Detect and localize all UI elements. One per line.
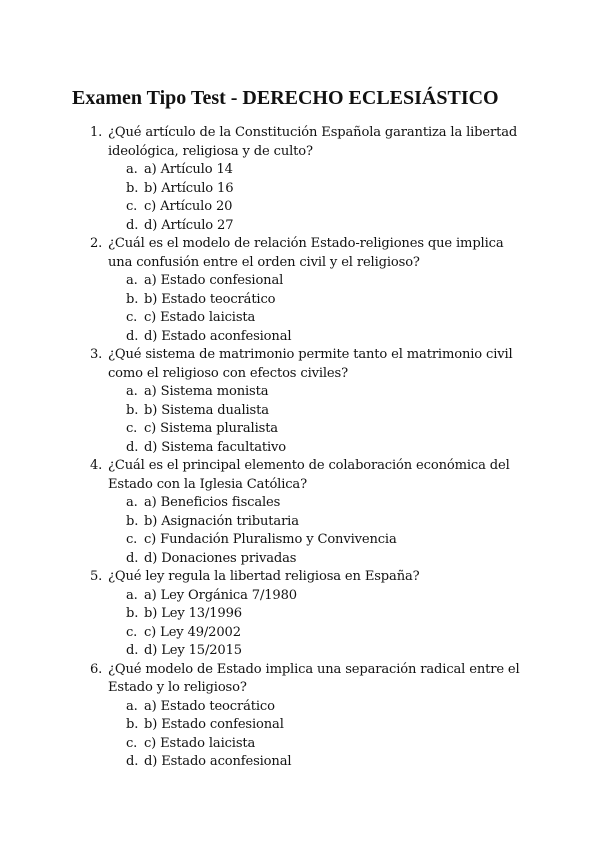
option-letter: c.: [126, 532, 138, 547]
option-item: [108, 309, 530, 328]
option-letter: d.: [126, 643, 139, 658]
option-item: [108, 180, 530, 199]
question-number: 2.: [90, 236, 103, 251]
option-item: [108, 291, 530, 310]
option-text: b) Ley 13/1996: [144, 606, 242, 621]
option-letter: b.: [126, 606, 139, 621]
option-text: c) Estado laicista: [144, 735, 256, 751]
option-text: d) Sistema facultativo: [144, 439, 287, 455]
option-text: c) Ley 49/2002: [144, 624, 241, 640]
option-text: d) Donaciones privadas: [144, 550, 297, 566]
option-list: [108, 272, 530, 346]
option-letter: a.: [126, 384, 138, 399]
question-item: [0, 124, 600, 235]
option-letter: a.: [126, 698, 138, 714]
option-text: d) Estado aconfesional: [144, 328, 292, 344]
option-letter: a.: [126, 162, 138, 177]
option-text: a) Sistema monista: [144, 384, 269, 399]
option-letter: b.: [126, 402, 139, 418]
option-text: b) Estado confesional: [144, 717, 284, 732]
option-letter: a.: [126, 587, 138, 603]
option-letter: d.: [126, 439, 139, 455]
question-text: ¿Cuál es el principal elemento de colaboración económica del Estado con la Iglesia Católica?: [108, 458, 510, 492]
option-item: [108, 735, 530, 754]
option-list: [108, 494, 530, 568]
option-item: [108, 605, 530, 624]
option-list: [108, 587, 530, 661]
option-list: [108, 383, 530, 457]
option-text: a) Beneficios fiscales: [144, 495, 281, 510]
option-text: a) Ley Orgánica 7/1980: [144, 587, 297, 603]
question-number: 4.: [90, 458, 103, 473]
option-text: a) Artículo 14: [144, 162, 233, 177]
option-text: a) Estado confesional: [144, 273, 284, 288]
option-list: [108, 161, 530, 235]
option-text: d) Artículo 27: [144, 217, 234, 233]
option-text: c) Sistema pluralista: [144, 421, 278, 436]
question-item: [0, 235, 600, 346]
question-item: [0, 568, 600, 661]
option-item: [108, 642, 530, 661]
option-item: [108, 383, 530, 402]
option-letter: c.: [126, 421, 138, 436]
option-text: b) Artículo 16: [144, 180, 234, 196]
option-list: [108, 698, 530, 772]
option-item: [108, 513, 530, 532]
option-item: [108, 494, 530, 513]
option-letter: c.: [126, 199, 138, 214]
option-item: [108, 420, 530, 439]
question-list: [0, 124, 600, 772]
option-letter: d.: [126, 328, 139, 344]
option-letter: b.: [126, 513, 139, 529]
option-letter: c.: [126, 310, 138, 325]
option-text: d) Ley 15/2015: [144, 643, 242, 658]
option-text: c) Fundación Pluralismo y Convivencia: [144, 532, 397, 547]
option-letter: a.: [126, 273, 138, 288]
option-item: [108, 716, 530, 735]
option-item: [108, 587, 530, 606]
option-letter: b.: [126, 180, 139, 196]
option-item: [108, 272, 530, 291]
option-item: [108, 161, 530, 180]
question-number: 5.: [90, 569, 103, 584]
option-text: b) Sistema dualista: [144, 402, 269, 418]
option-letter: d.: [126, 217, 139, 233]
question-item: [0, 457, 600, 568]
option-item: [108, 753, 530, 772]
option-letter: b.: [126, 717, 139, 732]
option-text: c) Artículo 20: [144, 199, 233, 214]
option-item: [108, 328, 530, 347]
question-number: 3.: [90, 347, 103, 362]
option-item: [108, 217, 530, 236]
option-text: a) Estado teocrático: [144, 698, 275, 714]
question-text: ¿Cuál es el modelo de relación Estado-religiones que implica una confusión entre el orden civil y el religioso?: [108, 236, 504, 270]
option-text: c) Estado laicista: [144, 310, 256, 325]
option-item: [108, 531, 530, 550]
option-item: [108, 402, 530, 421]
option-item: [108, 624, 530, 643]
option-text: d) Estado aconfesional: [144, 754, 292, 769]
option-letter: c.: [126, 624, 138, 640]
option-letter: a.: [126, 495, 138, 510]
option-item: [108, 198, 530, 217]
option-text: b) Asignación tributaria: [144, 513, 299, 529]
question-text: ¿Qué ley regula la libertad religiosa en España?: [108, 569, 420, 584]
question-number: 6.: [90, 661, 103, 677]
question-text: ¿Qué modelo de Estado implica una separación radical entre el Estado y lo religioso?: [108, 661, 520, 695]
option-letter: d.: [126, 754, 139, 769]
option-item: [108, 698, 530, 717]
option-item: [108, 439, 530, 458]
option-letter: c.: [126, 735, 138, 751]
option-item: [108, 550, 530, 569]
question-number: 1.: [90, 125, 103, 140]
question-item: [0, 346, 600, 457]
question-text: ¿Qué artículo de la Constitución Española garantiza la libertad ideológica, religiosa y de culto?: [108, 125, 518, 159]
question-text: ¿Qué sistema de matrimonio permite tanto el matrimonio civil como el religioso con efectos civiles?: [108, 347, 513, 381]
page-title: Examen Tipo Test - DERECHO ECLESIÁSTICO: [72, 87, 499, 109]
question-item: [0, 661, 600, 772]
option-text: b) Estado teocrático: [144, 291, 276, 307]
option-letter: b.: [126, 291, 139, 307]
option-letter: d.: [126, 550, 139, 566]
